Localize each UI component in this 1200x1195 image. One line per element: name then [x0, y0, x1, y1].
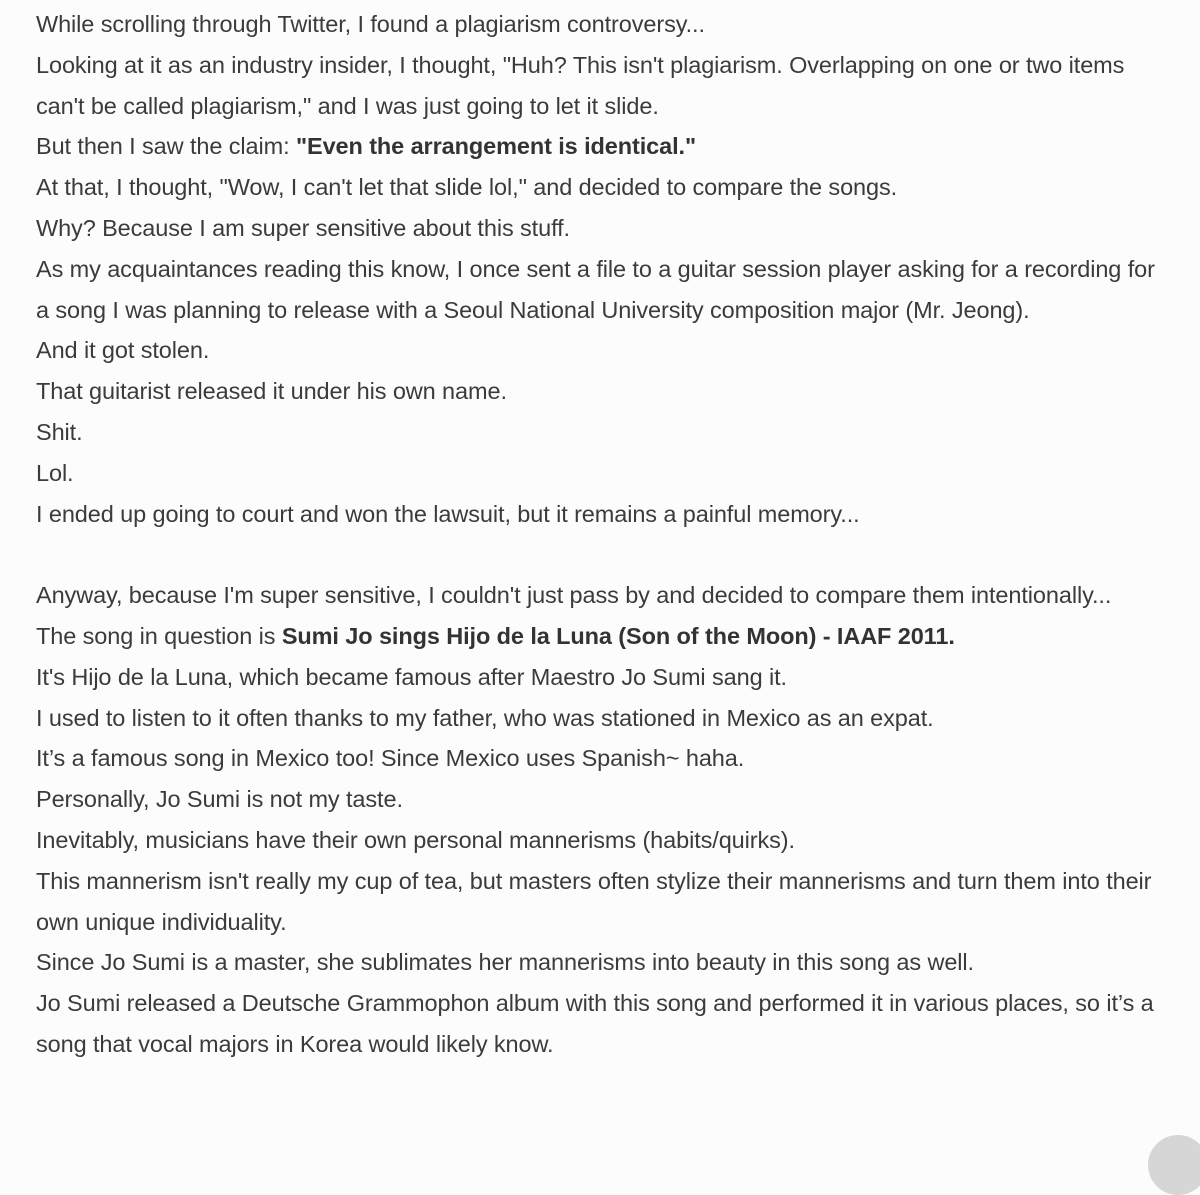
- text-line: And it got stolen.: [36, 337, 210, 364]
- text-line: Lol.: [36, 459, 74, 486]
- text-line: It’s a famous song in Mexico too! Since Mexico uses Spanish~ haha.: [36, 745, 745, 772]
- corner-shape: [1148, 1135, 1200, 1195]
- text-line: It's Hijo de la Luna, which became famous after Maestro Jo Sumi sang it.: [36, 663, 787, 690]
- bold-song-title: Sumi Jo sings Hijo de la Luna (Son of the Moon) - IAAF 2011.: [281, 622, 955, 649]
- text-line: That guitarist released it under his own name.: [36, 378, 507, 405]
- text-line: Anyway, because I'm super sensitive, I couldn't just pass by and decided to compare them intentionally...: [36, 582, 1112, 609]
- paragraph-spacer: [36, 534, 1171, 575]
- text-line: Inevitably, musicians have their own personal mannerisms (habits/quirks).: [36, 826, 795, 853]
- text-line: Since Jo Sumi is a master, she sublimates her mannerisms into beauty in this song as well.: [36, 949, 974, 976]
- text-line: [36, 616, 1171, 657]
- text-line: At that, I thought, "Wow, I can't let that slide lol," and decided to compare the songs.: [36, 174, 898, 201]
- post-body: [36, 4, 1171, 1065]
- text-line: I used to listen to it often thanks to my father, who was stationed in Mexico as an expat.: [36, 704, 934, 731]
- text-line: As my acquaintances reading this know, I once sent a file to a guitar session player asking for a recording for a song I was planning to release with a Seoul National University composition major (Mr. Jeong).: [36, 255, 1155, 323]
- text-line: Jo Sumi released a Deutsche Grammophon album with this song and performed it in various places, so it’s a song that vocal majors in Korea would likely know.: [36, 990, 1154, 1057]
- text-segment: But then I saw the claim:: [36, 133, 296, 160]
- text-line: Looking at it as an industry insider, I thought, "Huh? This isn't plagiarism. Overlapping on one or two items can't be called plagiarism," and I was just going to let it slide.: [36, 51, 1125, 119]
- bold-quote: "Even the arrangement is identical.": [295, 133, 696, 160]
- text-line: This mannerism isn't really my cup of tea, but masters often stylize their mannerisms and turn them into their own unique individuality.: [36, 867, 1152, 935]
- text-line: Personally, Jo Sumi is not my taste.: [36, 786, 403, 813]
- text-line: Shit.: [36, 418, 83, 445]
- text-line: I ended up going to court and won the lawsuit, but it remains a painful memory...: [36, 500, 860, 527]
- text-line: Why? Because I am super sensitive about this stuff.: [36, 214, 570, 241]
- text-line: [36, 126, 1171, 167]
- text-segment: The song in question is: [36, 622, 282, 649]
- text-line: While scrolling through Twitter, I found a plagiarism controversy...: [36, 11, 705, 37]
